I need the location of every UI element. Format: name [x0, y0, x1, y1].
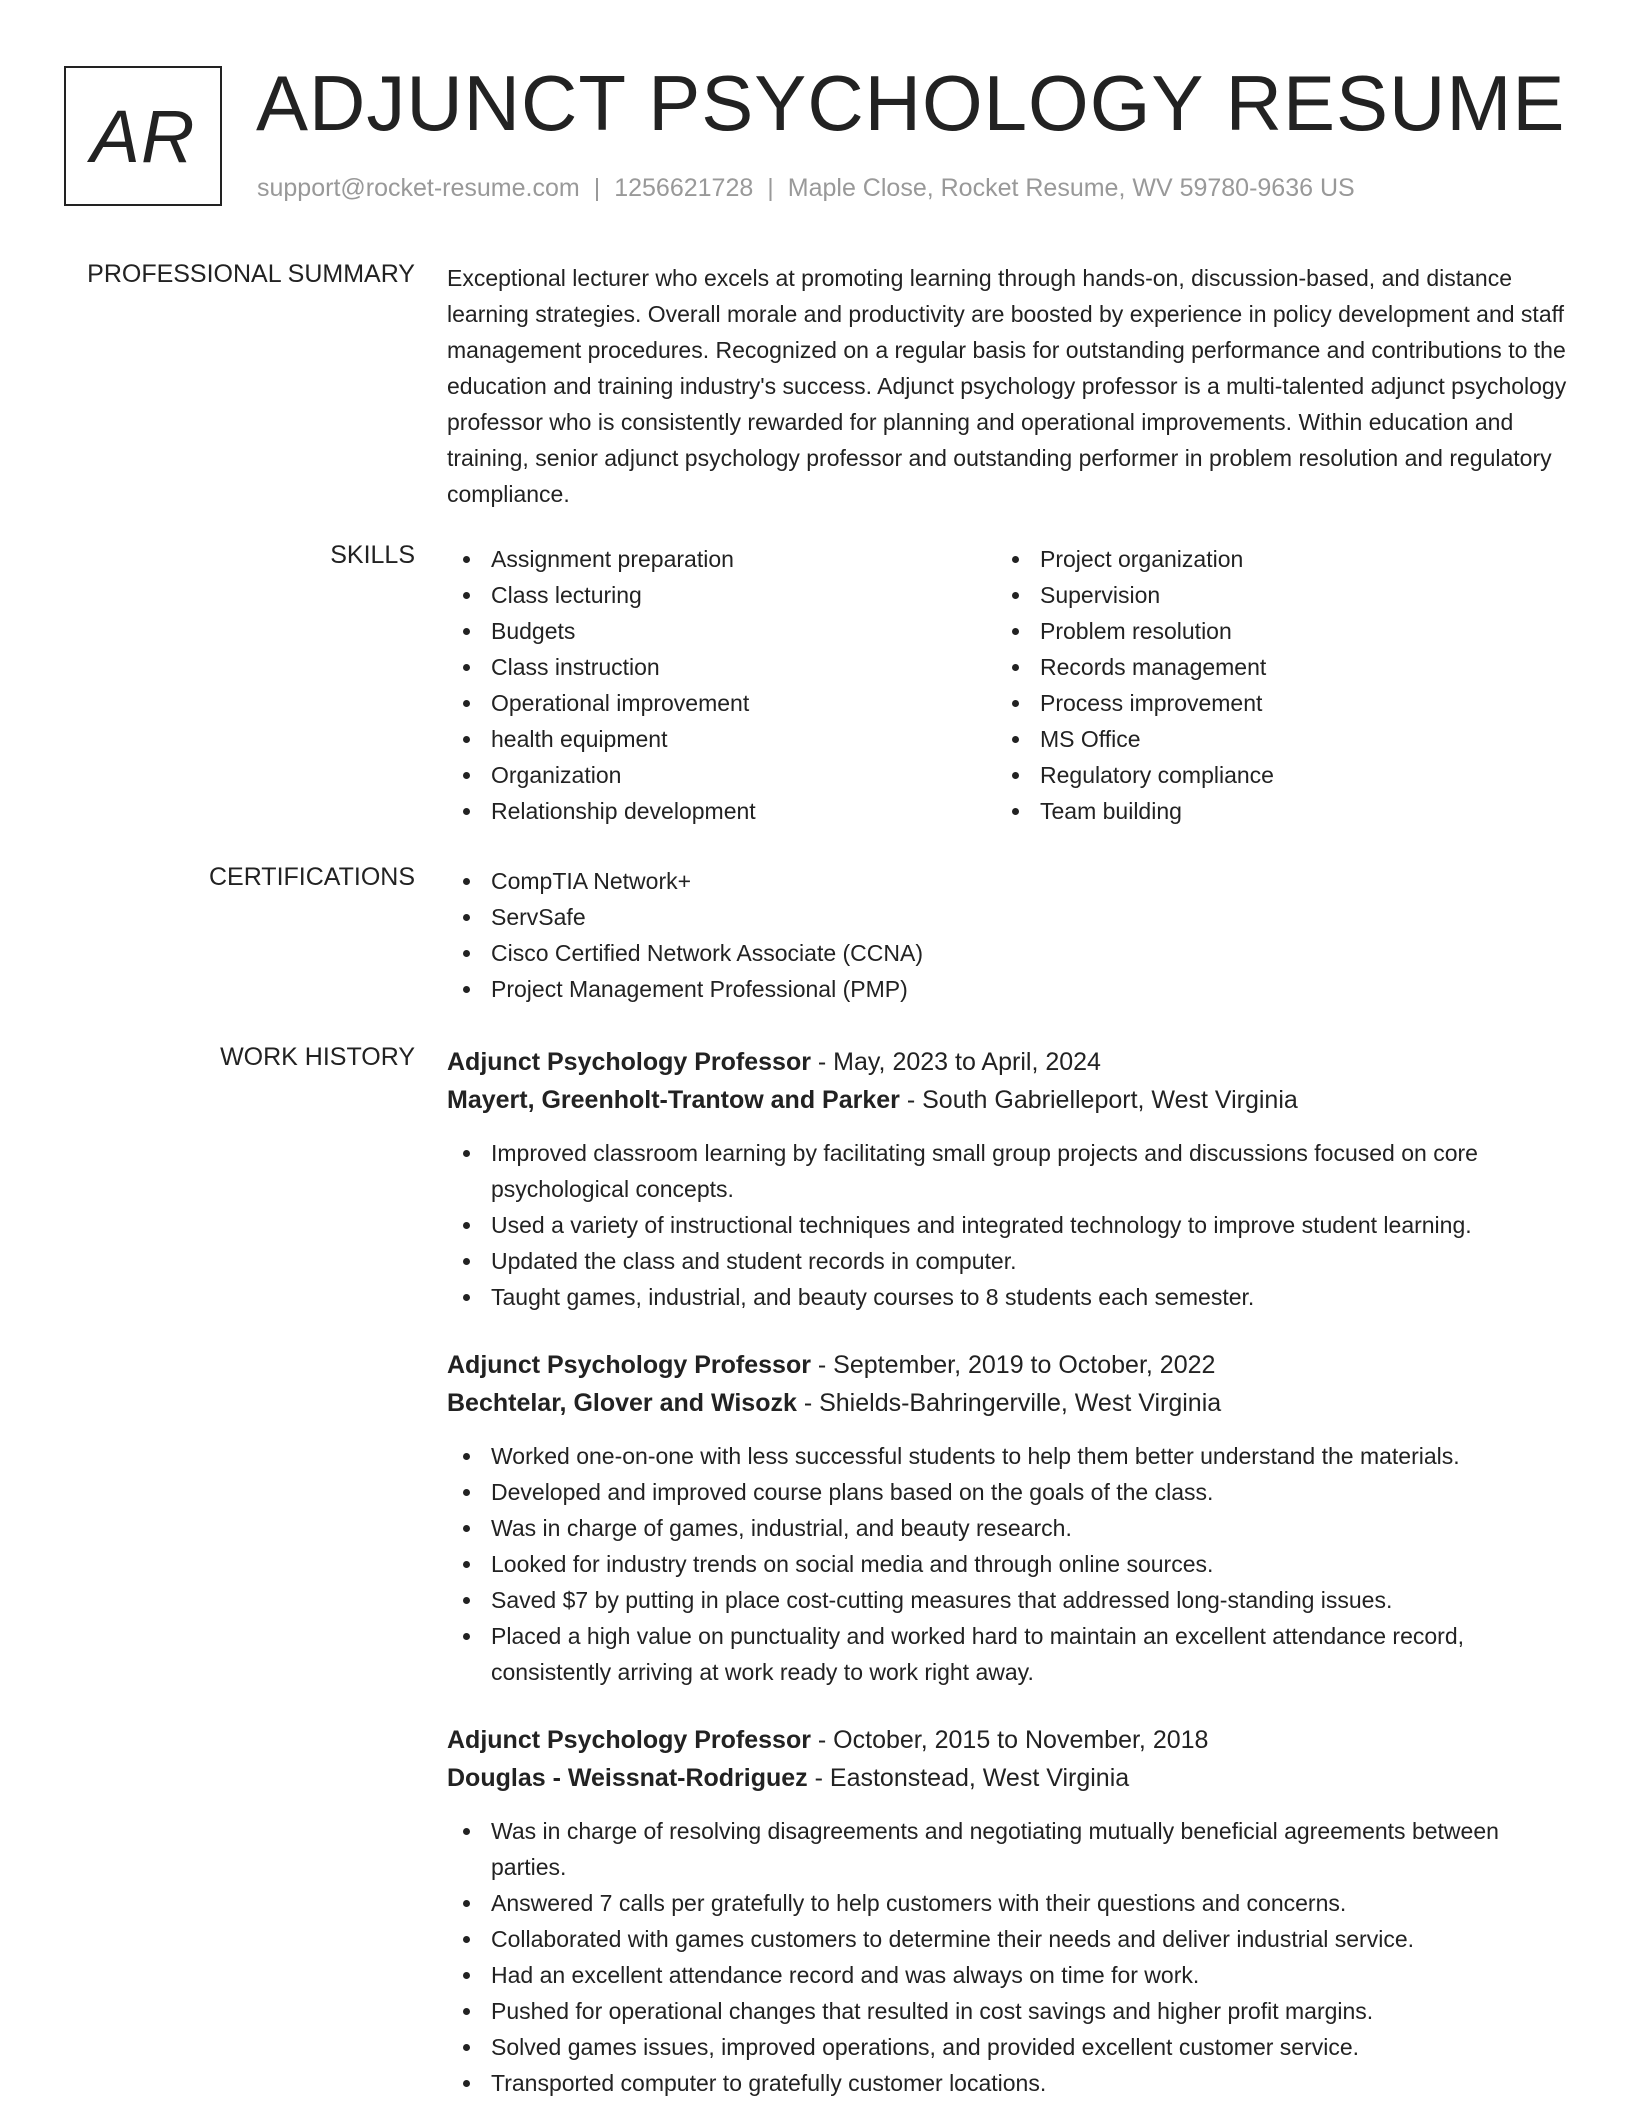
job-bullet: Improved classroom learning by facilitating small group projects and discussions focused on core psychological concepts.: [447, 1135, 1567, 1207]
summary-text: Exceptional lecturer who excels at promoting learning through hands-on, discussion-based, and distance learning strategies. Overall morale and productivity are boosted by experience in policy development and staff management procedures. Recognized on a regular basis for outstanding performance and contributions to the education and training industry's success. Adjunct psychology professor is a multi-talented adjunct psychology professor who is consistently rewarded for planning and operational improvements. Within education and training, senior adjunct psychology professor and outstanding performer in problem resolution and regulatory compliance.: [447, 265, 1567, 507]
job-company: Douglas - Weissnat-Rodriguez: [447, 1764, 808, 1792]
job-bullets: [447, 1438, 1567, 1690]
skill-item: Team building: [996, 793, 1545, 829]
job-bullet: Solved games issues, improved operations, and provided excellent customer service.: [447, 2029, 1567, 2065]
contact-address: Maple Close, Rocket Resume, WV 59780-9636 US: [787, 174, 1355, 202]
certifications-title: CERTIFICATIONS: [208, 863, 415, 891]
job-bullet: Pushed for operational changes that resulted in cost savings and higher profit margins.: [447, 1993, 1567, 2029]
job-bullets: [447, 1813, 1567, 2101]
skill-item: Class instruction: [447, 649, 996, 685]
job-location: - Eastonstead, West Virginia: [807, 1764, 1130, 1792]
job-bullets: [447, 1135, 1567, 1315]
skill-item: Process improvement: [996, 685, 1545, 721]
skill-item: MS Office: [996, 721, 1545, 757]
job-bullet: Placed a high value on punctuality and worked hard to maintain an excellent attendance record, consistently arriving at work ready to work right away.: [447, 1618, 1567, 1690]
certification-item: CompTIA Network+: [447, 863, 1567, 899]
work-history-title: WORK HISTORY: [220, 1043, 415, 1071]
skill-item: Operational improvement: [447, 685, 996, 721]
job-dates: - October, 2015 to November, 2018: [810, 1726, 1209, 1754]
skill-item: Supervision: [996, 577, 1545, 613]
job-company: Mayert, Greenholt-Trantow and Parker: [447, 1086, 900, 1114]
skill-item: Project organization: [996, 541, 1545, 577]
skill-item: Problem resolution: [996, 613, 1545, 649]
job-entry: [447, 1721, 1567, 2101]
contact-phone: 1256621728: [614, 174, 754, 202]
skill-item: Records management: [996, 649, 1545, 685]
skill-item: health equipment: [447, 721, 996, 757]
skill-item: Budgets: [447, 613, 996, 649]
job-bullet: Taught games, industrial, and beauty courses to 8 students each semester.: [447, 1279, 1567, 1315]
contact-line: [257, 174, 1355, 203]
contact-email: support@rocket-resume.com: [257, 174, 580, 202]
skill-item: Regulatory compliance: [996, 757, 1545, 793]
job-location: - South Gabrielleport, West Virginia: [899, 1086, 1298, 1114]
job-location: - Shields-Bahringerville, West Virginia: [796, 1389, 1222, 1417]
job-role: Adjunct Psychology Professor: [447, 1048, 811, 1076]
certifications-list: [447, 863, 1567, 1007]
job-company-line: [447, 1384, 1567, 1422]
job-bullet: Was in charge of games, industrial, and beauty research.: [447, 1510, 1567, 1546]
summary-title: PROFESSIONAL SUMMARY: [87, 260, 415, 288]
skill-item: Assignment preparation: [447, 541, 996, 577]
job-bullet: Saved $7 by putting in place cost-cutting measures that addressed long-standing issues.: [447, 1582, 1567, 1618]
job-role-line: [447, 1721, 1567, 1759]
job-bullet: Updated the class and student records in computer.: [447, 1243, 1567, 1279]
job-role-line: [447, 1346, 1567, 1384]
certification-item: Cisco Certified Network Associate (CCNA): [447, 935, 1567, 971]
job-company: Bechtelar, Glover and Wisozk: [447, 1389, 797, 1417]
certification-item: Project Management Professional (PMP): [447, 971, 1567, 1007]
skills-list-right: [996, 541, 1545, 829]
contact-separator: |: [593, 174, 601, 202]
job-bullet: Had an excellent attendance record and was always on time for work.: [447, 1957, 1567, 1993]
job-bullet: Used a variety of instructional techniques and integrated technology to improve student learning.: [447, 1207, 1567, 1243]
job-bullet: Was in charge of resolving disagreements and negotiating mutually beneficial agreements between parties.: [447, 1813, 1567, 1885]
job-bullet: Answered 7 calls per gratefully to help customers with their questions and concerns.: [447, 1885, 1567, 1921]
monogram-logo: AR: [64, 66, 222, 206]
resume-header: [64, 59, 1604, 214]
resume-title: ADJUNCT PSYCHOLOGY RESUME: [256, 59, 1566, 147]
job-bullet: Collaborated with games customers to determine their needs and deliver industrial service.: [447, 1921, 1567, 1957]
job-dates: - May, 2023 to April, 2024: [810, 1048, 1101, 1076]
job-role-line: [447, 1043, 1567, 1081]
skills-title: SKILLS: [330, 541, 415, 569]
job-role: Adjunct Psychology Professor: [447, 1351, 811, 1379]
skill-item: Class lecturing: [447, 577, 996, 613]
job-bullet: Worked one-on-one with less successful students to help them better understand the materials.: [447, 1438, 1567, 1474]
job-bullet: Looked for industry trends on social media and through online sources.: [447, 1546, 1567, 1582]
skill-item: Organization: [447, 757, 996, 793]
job-bullet: Transported computer to gratefully customer locations.: [447, 2065, 1567, 2101]
skills-list-left: [447, 541, 996, 829]
job-role: Adjunct Psychology Professor: [447, 1726, 811, 1754]
job-entry: [447, 1346, 1567, 1690]
job-bullet: Developed and improved course plans based on the goals of the class.: [447, 1474, 1567, 1510]
job-company-line: [447, 1759, 1567, 1797]
job-company-line: [447, 1081, 1567, 1119]
skill-item: Relationship development: [447, 793, 996, 829]
certification-item: ServSafe: [447, 899, 1567, 935]
job-dates: - September, 2019 to October, 2022: [810, 1351, 1216, 1379]
contact-separator: |: [767, 174, 774, 202]
job-entry: [447, 1043, 1567, 1315]
